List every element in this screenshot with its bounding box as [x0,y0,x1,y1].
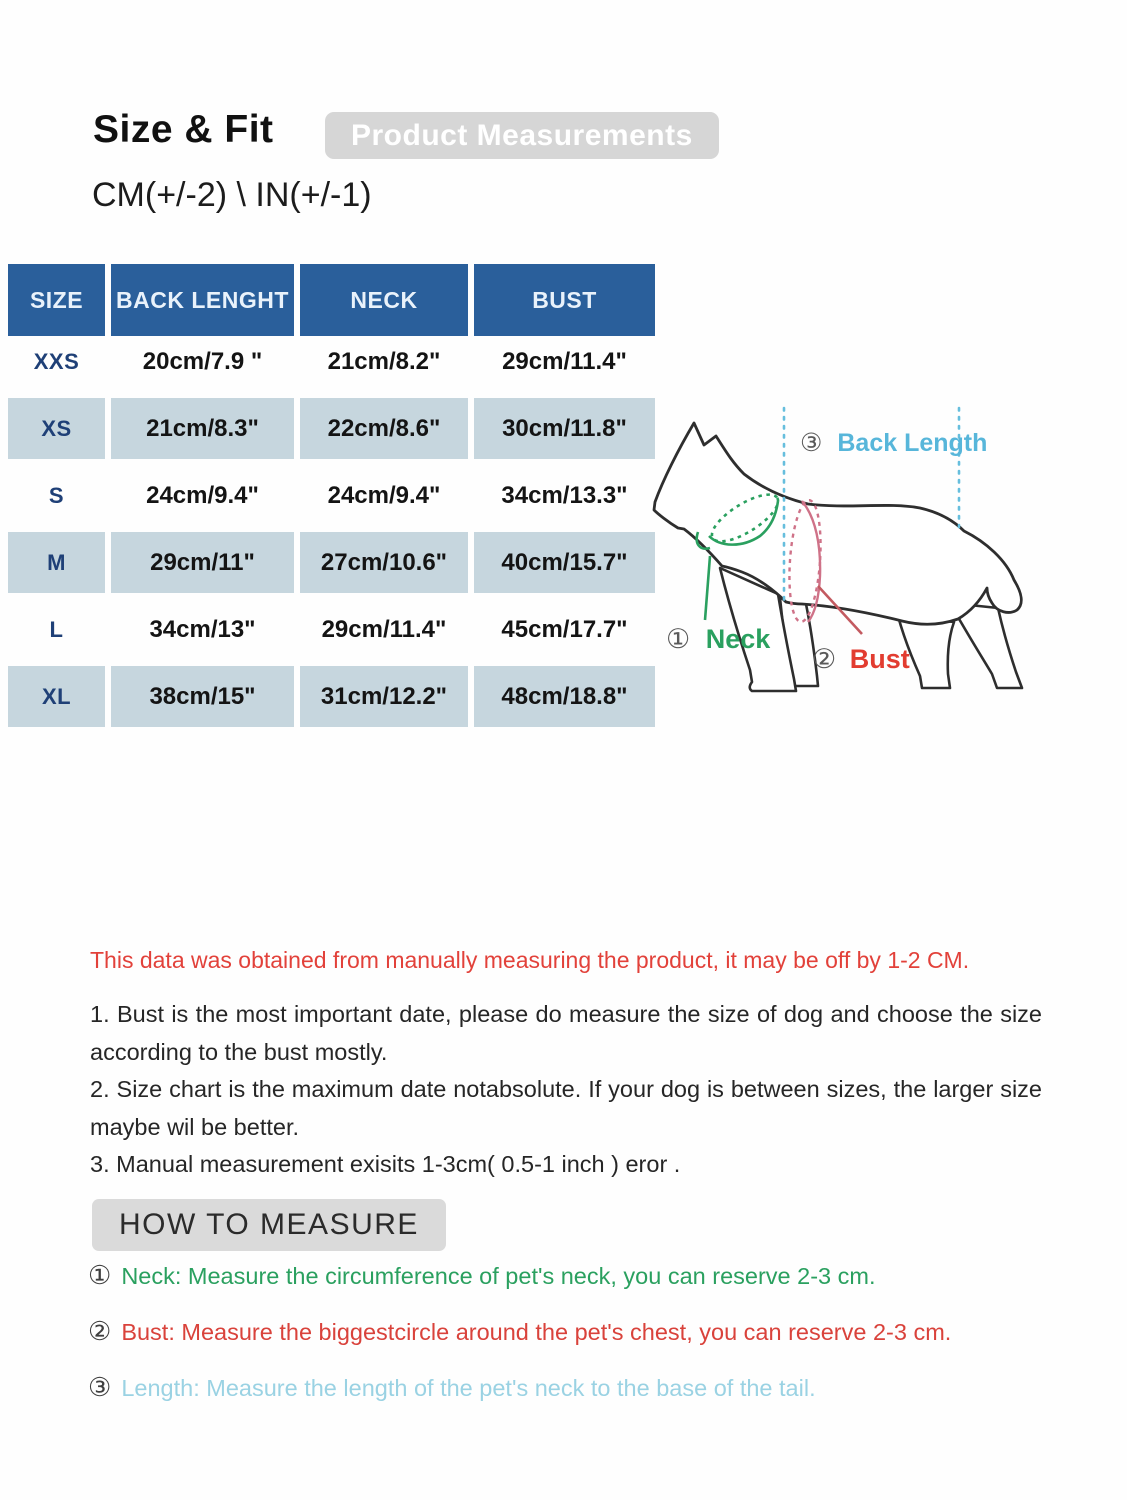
column-header-back-length: BACK LENGHT [111,264,294,336]
back-length-cell: 29cm/11" [111,532,294,593]
column-header-size: SIZE [8,264,105,336]
neck-cell: 22cm/8.6" [300,398,468,459]
size-cell: XS [8,398,105,459]
size-cell: L [49,616,64,642]
column-header-bust: BUST [474,264,655,336]
back-length-cell: 21cm/8.3" [111,398,294,459]
back-length-cell: 34cm/13" [149,615,256,643]
back-length-label: ③ Back Length [800,429,988,457]
bust-cell: 30cm/11.8" [474,398,655,459]
neck-cell: 27cm/10.6" [300,532,468,593]
how-to-item-bust [88,1314,1068,1349]
bust-cell: 40cm/15.7" [474,532,655,593]
how-to-text: Length: Measure the length of the pet's neck to the base of the tail. [121,1375,816,1402]
how-to-item-neck [88,1258,1068,1293]
back-length-cell: 24cm/9.4" [146,481,259,509]
page-title: Size & Fit [93,108,274,151]
circled-number-1: ① [88,1260,112,1290]
bust-cell: 29cm/11.4" [502,347,627,375]
how-to-text: Bust: Measure the biggestcircle around the pet's chest, you can reserve 2-3 cm. [121,1319,952,1346]
neck-cell: 31cm/12.2" [300,666,468,727]
back-length-cell: 20cm/7.9 " [142,347,263,375]
neck-label: ① Neck [666,624,771,654]
how-to-measure-list [88,1258,1068,1426]
size-cell: XL [8,666,105,727]
size-cell: M [8,532,105,593]
note-3: 3. Manual measurement exisits 1-3cm( 0.5-1 inch ) eror . [90,1151,681,1178]
measurement-disclaimer: This data was obtained from manually measuring the product, it may be off by 1-2 CM. [90,947,970,973]
dog-measurement-diagram [650,398,1080,733]
how-to-item-length [88,1370,1068,1405]
product-measurements-badge: Product Measurements [325,112,719,159]
circled-number-3: ③ [88,1372,112,1403]
bust-cell: 45cm/17.7" [501,615,628,643]
bust-cell: 48cm/18.8" [474,666,655,727]
tolerance-note: CM(+/-2) \ IN(+/-1) [92,176,372,214]
how-to-measure-heading: HOW TO MEASURE [92,1199,446,1251]
back-length-cell: 38cm/15" [111,666,294,727]
size-table [8,264,655,727]
bust-cell: 34cm/13.3" [501,481,628,509]
neck-cell: 21cm/8.2" [327,347,441,375]
neck-cell: 24cm/9.4" [327,481,441,509]
neck-cell: 29cm/11.4" [321,615,447,643]
note-1: 1. Bust is the most important date, please do measure the size of dog and choose the size according to the bust mostly. [90,1001,1042,1065]
notes-block [90,996,1042,1184]
size-cell: S [48,482,65,508]
neck-pointer-line [705,556,710,620]
column-header-neck: NECK [300,264,468,336]
circled-number-2: ② [88,1316,112,1347]
size-cell: XXS [33,348,80,374]
how-to-text: Neck: Measure the circumference of pet's neck, you can reserve 2-3 cm. [121,1263,876,1289]
bust-label: ② Bust [812,644,910,674]
note-2: 2. Size chart is the maximum date notabsolute. If your dog is between sizes, the larger size maybe wil be better. [90,1076,1042,1140]
